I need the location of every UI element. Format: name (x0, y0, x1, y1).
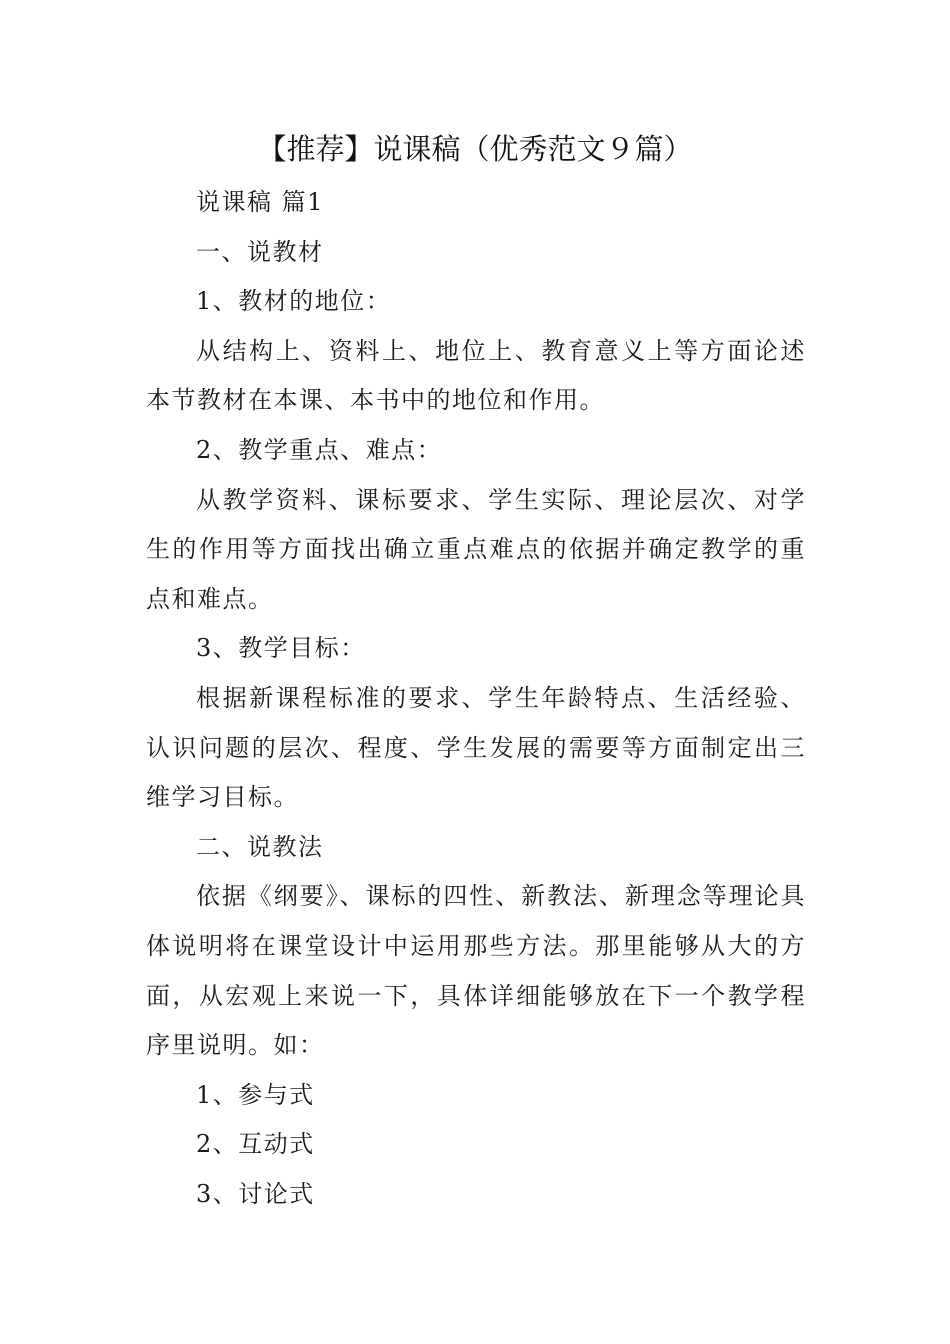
body-paragraph: 依据《纲要》、课标的四性、新教法、新理念等理论具体说明将在课堂设计中运用那些方法。那里能够从大的方面，从宏观上来说一下，具体详细能够放在下一个教学程序里说明。如： (146, 882, 806, 1060)
subsection-heading: 2、教学重点、难点： (196, 435, 443, 464)
list-item: 1、参与式 (196, 1080, 315, 1109)
document-title: 【推荐】说课稿（优秀范文９篇） (257, 132, 693, 166)
list-item: 3、讨论式 (196, 1179, 315, 1208)
section-heading: 一、说教材 (196, 237, 324, 266)
body-paragraph: 从结构上、资料上、地位上、教育意义上等方面论述本节教材在本课、本书中的地位和作用。 (146, 336, 806, 415)
document-body (146, 178, 806, 1219)
body-paragraph: 根据新课程标准的要求、学生年龄特点、生活经验、认识问题的层次、程度、学生发展的需要等方面制定出三维学习目标。 (146, 683, 806, 812)
section-heading: 说课稿 篇1 (196, 188, 324, 216)
section-heading: 二、说教法 (196, 832, 324, 861)
subsection-heading: 1、教材的地位： (196, 287, 392, 316)
list-item: 2、互动式 (196, 1130, 315, 1159)
body-paragraph: 从教学资料、课标要求、学生实际、理论层次、对学生的作用等方面找出确立重点难点的依据并确定教学的重点和难点。 (146, 485, 806, 613)
subsection-heading: 3、教学目标： (196, 634, 366, 663)
